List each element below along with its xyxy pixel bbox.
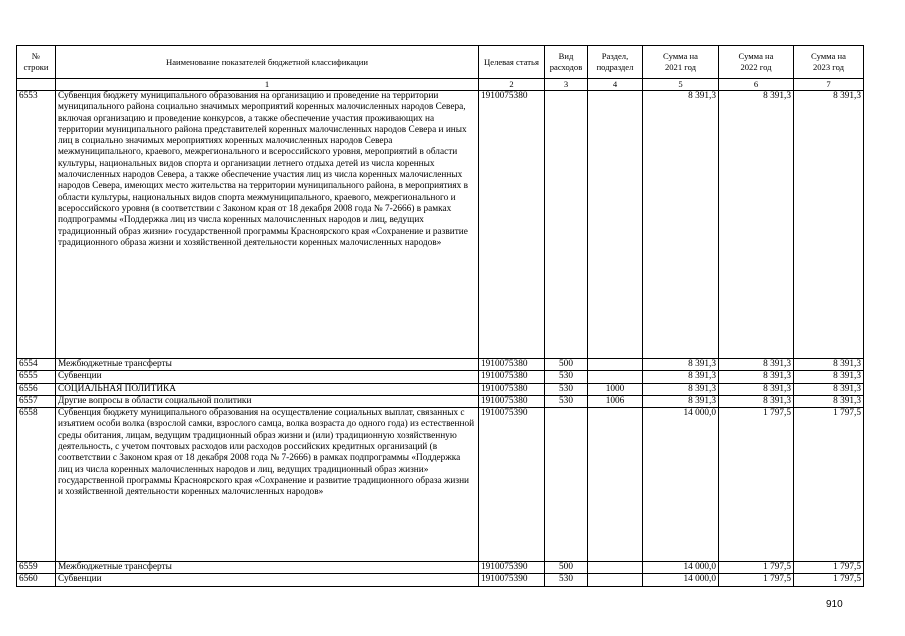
row-name: Межбюджетные трансферты	[56, 359, 479, 371]
row-name: СОЦИАЛЬНАЯ ПОЛИТИКА	[56, 383, 479, 395]
row-number: 6554	[17, 359, 56, 371]
row-expense-type: 530	[545, 371, 588, 383]
table-row	[17, 562, 864, 574]
row-section	[588, 371, 643, 383]
row-name: Субвенции	[56, 371, 479, 383]
table-row	[17, 408, 864, 562]
row-section: 1006	[588, 395, 643, 407]
row-target: 1910075390	[479, 562, 545, 574]
table-row	[17, 574, 864, 586]
row-expense-type: 530	[545, 395, 588, 407]
row-sum-2021: 8 391,3	[643, 395, 719, 407]
header-name: Наименование показателей бюджетной классификации	[56, 46, 479, 79]
column-number: 4	[588, 79, 643, 91]
row-target: 1910075380	[479, 359, 545, 371]
row-section: 1000	[588, 383, 643, 395]
row-expense-type	[545, 408, 588, 562]
column-number: 3	[545, 79, 588, 91]
row-number: 6560	[17, 574, 56, 586]
row-section	[588, 562, 643, 574]
column-number: 1	[56, 79, 479, 91]
row-number: 6555	[17, 371, 56, 383]
row-sum-2023: 1 797,5	[794, 562, 864, 574]
header-sum-2023: Сумма на 2023 год	[794, 46, 864, 79]
row-sum-2023: 8 391,3	[794, 359, 864, 371]
row-sum-2023: 1 797,5	[794, 574, 864, 586]
row-target: 1910075380	[479, 371, 545, 383]
row-section	[588, 574, 643, 586]
row-number: 6553	[17, 91, 56, 359]
header-sum-2021: Сумма на 2021 год	[643, 46, 719, 79]
row-expense-type	[545, 91, 588, 359]
header-sum-2022: Сумма на 2022 год	[719, 46, 794, 79]
column-number: 2	[479, 79, 545, 91]
row-number: 6557	[17, 395, 56, 407]
row-sum-2022: 1 797,5	[719, 562, 794, 574]
row-name: Субвенция бюджету муниципального образования на осуществление социальных выплат, связанных с изъятием особи волка (взрослой самки, взрослого самца, волка возраста до одного года) из естественной среды обитания, лицам, ведущим традиционный образ жизни и (или) традиционную хозяйственную деятельность, с учетом почтовых расходов или расходов российских кредитных организаций (в соответствии с Законом края от 18 декабря 2008 года № 7-2666) в рамках подпрограммы «Поддержка лиц из числа коренных малочисленных народов и лиц, ведущих традиционный образ жизни» государственной программы Красноярского края «Сохранение и развитие традиционного образа жизни и хозяйственной деятельности коренных малочисленных народов»	[56, 408, 479, 562]
row-sum-2022: 1 797,5	[719, 408, 794, 562]
row-sum-2022: 8 391,3	[719, 383, 794, 395]
row-name: Субвенции	[56, 574, 479, 586]
row-number: 6556	[17, 383, 56, 395]
row-target: 1910075390	[479, 574, 545, 586]
row-name: Субвенция бюджету муниципального образования на организацию и проведение на территории муниципального района социально значимых мероприятий коренных малочисленных народов Севера, включая организацию и проведение конкурсов, а также обеспечение участия проживающих на территории муниципального района представителей коренных малочисленных народов Севера и иных лиц в социально значимых мероприятиях коренных малочисленных народов Севера межмуниципального, краевого, межрегионального и всероссийского уровня, мероприятий в области культуры, национальных видов спорта и организации летнего отдыха детей из числа коренных малочисленных народов Севера, а также обеспечение участия лиц из числа коренных малочисленных народов Севера, имеющих место жительства на территории муниципального района, в мероприятиях в области культуры, национальных видов спорта межмуниципального, краевого, межрегионального и всероссийского уровня (в соответствии с Законом края от 18 декабря 2008 года № 7-2666) в рамках подпрограммы «Поддержка лиц из числа коренных малочисленных народов и лиц, ведущих традиционный образ жизни» государственной программы Красноярского края «Сохранение и развитие традиционного образа жизни и хозяйственной деятельности коренных малочисленных народов»	[56, 91, 479, 359]
column-number	[17, 79, 56, 91]
row-target: 1910075380	[479, 395, 545, 407]
row-number: 6559	[17, 562, 56, 574]
row-expense-type: 500	[545, 562, 588, 574]
table-row	[17, 371, 864, 383]
row-sum-2021: 14 000,0	[643, 574, 719, 586]
row-target: 1910075380	[479, 91, 545, 359]
row-target: 1910075390	[479, 408, 545, 562]
row-sum-2021: 8 391,3	[643, 371, 719, 383]
row-sum-2023: 8 391,3	[794, 383, 864, 395]
budget-table	[16, 45, 864, 587]
row-sum-2023: 8 391,3	[794, 371, 864, 383]
row-sum-2021: 8 391,3	[643, 359, 719, 371]
row-sum-2021: 8 391,3	[643, 383, 719, 395]
row-sum-2023: 1 797,5	[794, 408, 864, 562]
row-sum-2021: 8 391,3	[643, 91, 719, 359]
header-section: Раздел, подраздел	[588, 46, 643, 79]
row-expense-type: 500	[545, 359, 588, 371]
table-row	[17, 91, 864, 359]
row-name: Другие вопросы в области социальной политики	[56, 395, 479, 407]
header-row-no: № строки	[17, 46, 56, 79]
row-section	[588, 408, 643, 562]
row-section	[588, 91, 643, 359]
column-number: 7	[794, 79, 864, 91]
table-row	[17, 383, 864, 395]
row-expense-type: 530	[545, 574, 588, 586]
row-sum-2022: 8 391,3	[719, 395, 794, 407]
row-sum-2021: 14 000,0	[643, 408, 719, 562]
row-expense-type: 530	[545, 383, 588, 395]
row-sum-2022: 1 797,5	[719, 574, 794, 586]
page-number: 910	[826, 599, 843, 610]
row-section	[588, 359, 643, 371]
row-target: 1910075380	[479, 383, 545, 395]
row-sum-2021: 14 000,0	[643, 562, 719, 574]
column-number: 6	[719, 79, 794, 91]
row-sum-2022: 8 391,3	[719, 359, 794, 371]
row-number: 6558	[17, 408, 56, 562]
row-sum-2023: 8 391,3	[794, 395, 864, 407]
header-target: Целевая статья	[479, 46, 545, 79]
row-sum-2022: 8 391,3	[719, 371, 794, 383]
row-name: Межбюджетные трансферты	[56, 562, 479, 574]
header-expense-type: Вид расходов	[545, 46, 588, 79]
table-row	[17, 395, 864, 407]
table-row	[17, 359, 864, 371]
column-number: 5	[643, 79, 719, 91]
row-sum-2023: 8 391,3	[794, 91, 864, 359]
column-number-row	[17, 79, 864, 91]
header-row	[17, 46, 864, 79]
row-sum-2022: 8 391,3	[719, 91, 794, 359]
